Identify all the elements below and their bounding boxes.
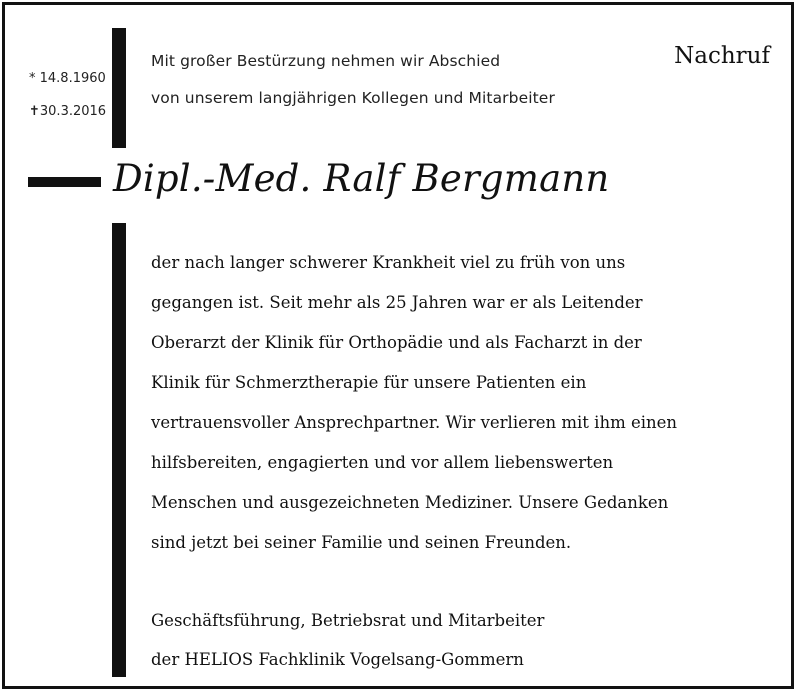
cross-vertical-top: [112, 28, 126, 148]
cross-vertical-bottom: [112, 223, 126, 677]
body-line: Menschen und ausgezeichneten Mediziner. Unsere Gedanken: [151, 493, 669, 512]
body-line: Klinik für Schmerztherapie für unsere Patienten ein: [151, 373, 587, 392]
page-title: Nachruf: [674, 43, 770, 69]
obituary-frame: [2, 2, 794, 689]
obituary-body: [151, 243, 781, 563]
body-line: der nach langer schwerer Krankheit viel zu früh von uns: [151, 253, 626, 272]
signature-line-1: Geschäftsführung, Betriebsrat und Mitarbeiter: [151, 611, 545, 630]
intro-line-2: von unserem langjährigen Kollegen und Mitarbeiter: [151, 89, 555, 107]
intro-line-1: Mit großer Bestürzung nehmen wir Abschied: [151, 52, 501, 70]
body-line: Oberarzt der Klinik für Orthopädie und als Facharzt in der: [151, 333, 642, 352]
body-line: vertrauensvoller Ansprechpartner. Wir verlieren mit ihm einen: [151, 413, 678, 432]
body-line: hilfsbereiten, engagierten und vor allem liebenswerten: [151, 453, 614, 472]
deceased-name: Dipl.-Med. Ralf Bergmann: [113, 157, 610, 200]
signature-line-2: der HELIOS Fachklinik Vogelsang-Gommern: [151, 650, 524, 669]
birth-date: * 14.8.1960: [29, 71, 106, 86]
signature-block: [151, 601, 781, 679]
body-line: gegangen ist. Seit mehr als 25 Jahren war er als Leitender: [151, 293, 643, 312]
body-line: sind jetzt bei seiner Familie und seinen Freunden.: [151, 533, 572, 552]
death-date: ✝30.3.2016: [29, 104, 107, 119]
cross-horizontal-bar: [28, 177, 101, 187]
